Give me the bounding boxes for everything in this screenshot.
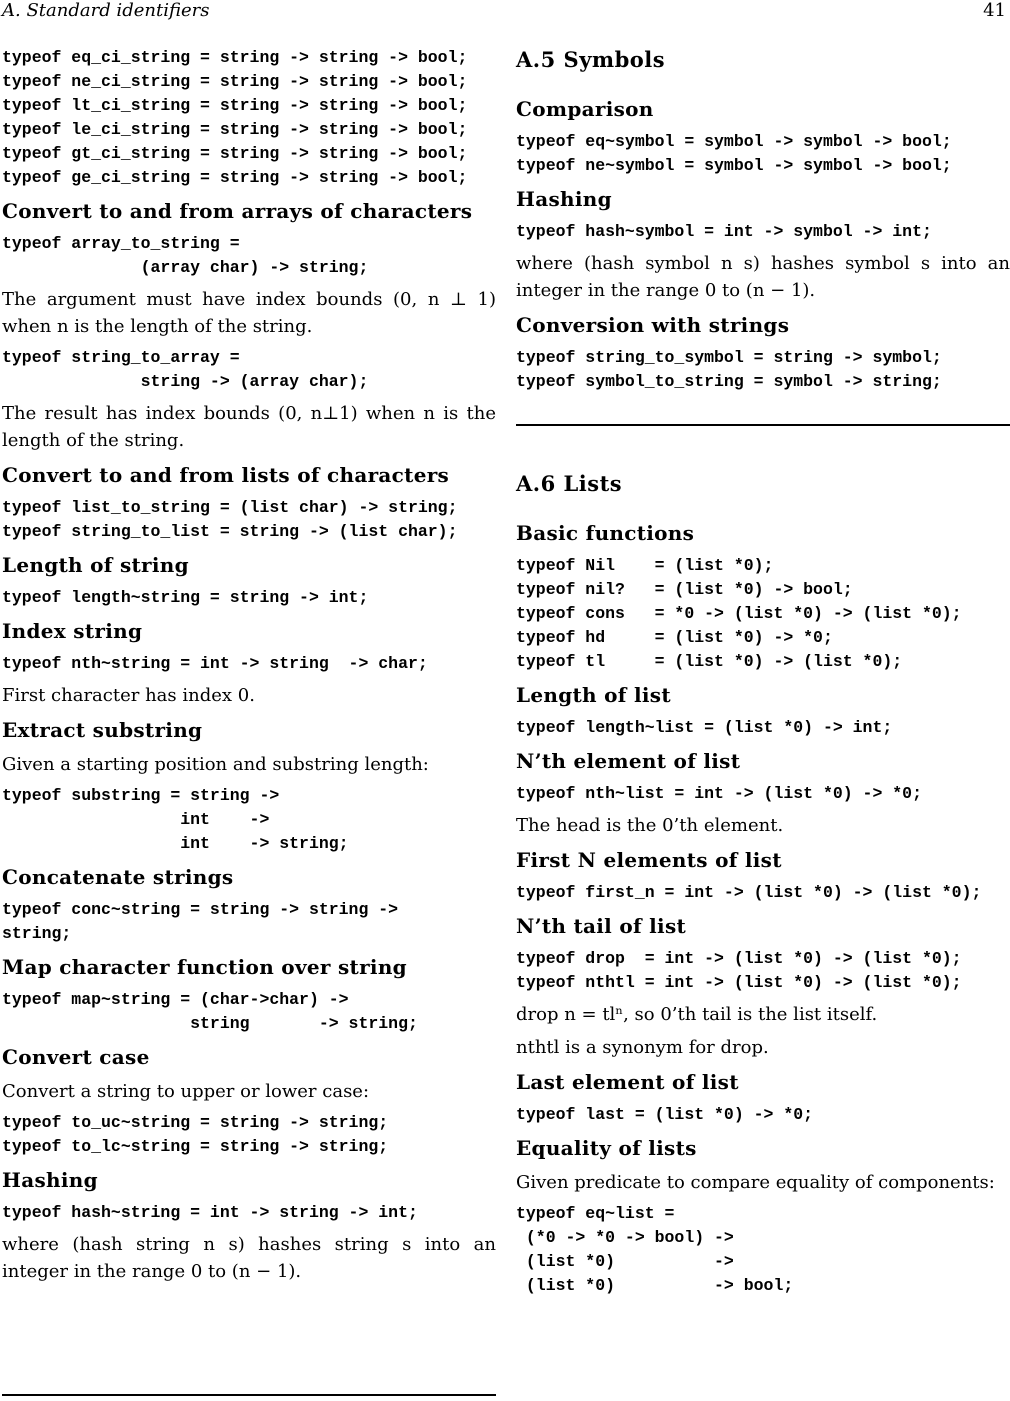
arrays-text-1: The argument must have index bounds (0, n ⊥ 1) when n is the length of the string.: [2, 289, 496, 337]
equality-code: typeof eq~list = (*0 -> *0 -> bool) -> (list *0) -> (list *0) -> bool;: [516, 1204, 794, 1295]
nth-element-heading: N’th element of list: [516, 749, 741, 773]
first-n-heading: First N elements of list: [516, 848, 782, 872]
arrays-text-2: The result has index bounds (0, n⊥1) when n is the length of the string.: [2, 403, 496, 451]
symbols-section-title: A.5 Symbols: [516, 47, 666, 72]
nth-element-text: The head is the 0’th element.: [516, 815, 784, 836]
substring-code: typeof substring = string -> int -> int -> string;: [2, 786, 349, 853]
left-bottom-rule: [2, 1394, 496, 1396]
map-code: typeof map~string = (char->char) -> string -> string;: [2, 990, 418, 1033]
case-code: typeof to_uc~string = string -> string; typeof to_lc~string = string -> string;: [2, 1113, 389, 1156]
arrays-heading: Convert to and from arrays of characters: [2, 199, 473, 223]
running-header: A. Standard identifiers: [2, 0, 210, 21]
right-column: [516, 46, 1010, 1298]
symbol-hash-code: typeof hash~symbol = int -> symbol -> int;: [516, 222, 932, 241]
case-heading: Convert case: [2, 1045, 150, 1069]
first-n-code: typeof first_n = int -> (list *0) -> (list *0);: [516, 883, 982, 902]
lists-code: typeof list_to_string = (list char) -> string; typeof string_to_list = string -> (list char);: [2, 498, 458, 541]
comparison-heading: Comparison: [516, 97, 654, 121]
substring-heading: Extract substring: [2, 718, 203, 742]
arrays-code-1: typeof array_to_string = (array char) -> string;: [2, 234, 369, 277]
drop-text: drop n = tlⁿ, so 0’th tail is the list itself.: [516, 1004, 878, 1025]
concat-heading: Concatenate strings: [2, 865, 234, 889]
page-number: 41: [983, 0, 1006, 21]
basic-functions-heading: Basic functions: [516, 521, 695, 545]
hash-heading: Hashing: [2, 1168, 98, 1192]
hash-text: where (hash string n s) hashes string s into an integer in the range 0 to (n − 1).: [2, 1234, 496, 1282]
length-list-code: typeof length~list = (list *0) -> int;: [516, 718, 893, 737]
length-heading: Length of string: [2, 553, 189, 577]
substring-text: Given a starting position and substring length:: [2, 754, 429, 775]
concat-code: typeof conc~string = string -> string -> string;: [2, 900, 399, 943]
lists-section-title: A.6 Lists: [516, 471, 623, 496]
last-element-code: typeof last = (list *0) -> *0;: [516, 1105, 814, 1124]
symbol-hash-text: where (hash symbol n s) hashes symbol s into an integer in the range 0 to (n − 1).: [516, 253, 1010, 301]
comparison-code: typeof eq~symbol = symbol -> symbol -> bool; typeof ne~symbol = symbol -> symbol -> bool;: [516, 132, 952, 175]
symbol-hash-heading: Hashing: [516, 187, 612, 211]
equality-text: Given predicate to compare equality of components:: [516, 1172, 995, 1193]
index-heading: Index string: [2, 619, 143, 643]
nthtl-text: nthtl is a synonym for drop.: [516, 1037, 769, 1058]
equality-heading: Equality of lists: [516, 1136, 697, 1160]
lists-heading: Convert to and from lists of characters: [2, 463, 450, 487]
index-code: typeof nth~string = int -> string -> char;: [2, 654, 428, 673]
nth-tail-code: typeof drop = int -> (list *0) -> (list *0); typeof nthtl = int -> (list *0) -> (list *0);: [516, 949, 962, 992]
case-text: Convert a string to upper or lower case:: [2, 1081, 370, 1102]
basic-functions-code: typeof Nil = (list *0); typeof nil? = (list *0) -> bool; typeof cons = *0 -> (list *0) -> (list *0); typeof hd = (list *0) -> *0; typeof tl = (list *0) -> (list *0);: [516, 556, 962, 671]
conversion-heading: Conversion with strings: [516, 313, 790, 337]
last-element-heading: Last element of list: [516, 1070, 739, 1094]
arrays-code-2: typeof string_to_array = string -> (array char);: [2, 348, 369, 391]
nth-tail-heading: N’th tail of list: [516, 914, 687, 938]
hash-code: typeof hash~string = int -> string -> int;: [2, 1203, 418, 1222]
section-divider: [516, 424, 1010, 426]
length-list-heading: Length of list: [516, 683, 671, 707]
left-column: [2, 46, 496, 1291]
length-code: typeof length~string = string -> int;: [2, 588, 369, 607]
map-heading: Map character function over string: [2, 955, 407, 979]
index-text: First character has index 0.: [2, 685, 255, 706]
nth-element-code: typeof nth~list = int -> (list *0) -> *0;: [516, 784, 922, 803]
conversion-code: typeof string_to_symbol = string -> symbol; typeof symbol_to_string = symbol -> string;: [516, 348, 942, 391]
ci-string-code: typeof eq_ci_string = string -> string -> bool; typeof ne_ci_string = string -> string -> bool; typeof lt_ci_string = string -> string -> bool; typeof le_ci_string = string -> string -> bool; typeof gt_ci_string = string -> string -> bool; typeof ge_ci_string = string -> string -> bool;: [2, 48, 468, 187]
